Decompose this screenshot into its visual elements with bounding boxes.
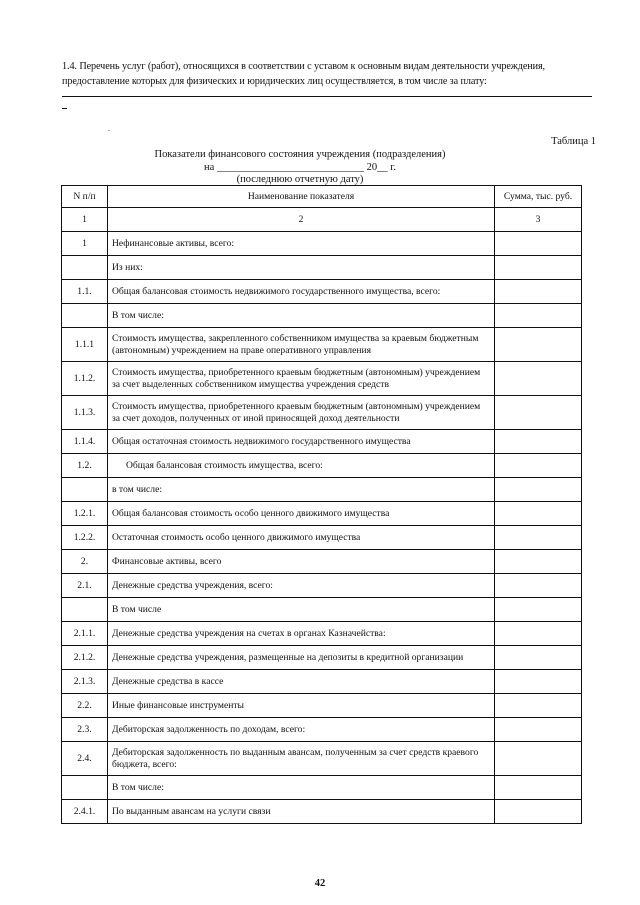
table-row	[62, 526, 582, 550]
row-number: 2.1.	[62, 574, 108, 598]
row-number	[62, 478, 108, 502]
row-sum-cell	[495, 478, 582, 502]
header-number: N п/п	[62, 186, 108, 208]
column-number-1: 1	[62, 208, 108, 232]
intro-paragraph: 1.4. Перечень услуг (работ), относящихся в соответствии с уставом к основным видам деятельности учреждения, предоставление которых для физических и юридических лиц осуществляется, в том числе за плату:	[62, 61, 545, 87]
column-number-row	[62, 208, 582, 232]
row-sum-cell	[495, 396, 582, 430]
row-number	[62, 776, 108, 800]
row-number: 2.4.	[62, 742, 108, 776]
row-indicator-name: Дебиторская задолженность по выданным авансам, полученным за счет средств краевого бюджета, всего:	[108, 742, 495, 776]
page-number: 42	[314, 878, 326, 889]
table-heading	[150, 149, 450, 187]
table-row	[62, 718, 582, 742]
row-indicator-name: Общая остаточная стоимость недвижимого государственного имущества	[108, 430, 495, 454]
fill-in-line	[62, 96, 592, 97]
header-sum: Сумма, тыс. руб.	[495, 186, 582, 208]
row-number	[62, 598, 108, 622]
row-indicator-name: Стоимость имущества, приобретенного краевым бюджетным (автономным) учреждением за счет доходов, полученных от иной приносящей доход деятельности	[108, 396, 495, 430]
row-sum-cell	[495, 646, 582, 670]
row-indicator-name: Денежные средства учреждения на счетах в органах Казначейства:	[108, 622, 495, 646]
row-sum-cell	[495, 694, 582, 718]
row-number	[62, 256, 108, 280]
row-number: 2.1.2.	[62, 646, 108, 670]
row-number: 1.1.1	[62, 328, 108, 362]
row-indicator-name: Денежные средства учреждения, всего:	[108, 574, 495, 598]
row-number: 1.2.	[62, 454, 108, 478]
row-indicator-name: В том числе:	[108, 304, 495, 328]
row-sum-cell	[495, 574, 582, 598]
row-indicator-name: Нефинансовые активы, всего:	[108, 232, 495, 256]
row-sum-cell	[495, 232, 582, 256]
row-indicator-name: Иные финансовые инструменты	[108, 694, 495, 718]
table-body	[62, 232, 582, 824]
table-row	[62, 776, 582, 800]
table-row	[62, 646, 582, 670]
row-sum-cell	[495, 304, 582, 328]
row-sum-cell	[495, 550, 582, 574]
row-sum-cell	[495, 454, 582, 478]
table-row	[62, 694, 582, 718]
row-sum-cell	[495, 526, 582, 550]
column-number-3: 3	[495, 208, 582, 232]
table-row	[62, 574, 582, 598]
row-indicator-name: Денежные средства учреждения, размещенные на депозиты в кредитной организации	[108, 646, 495, 670]
table-row	[62, 328, 582, 362]
row-number: 1.1.	[62, 280, 108, 304]
row-number: 1.1.2.	[62, 362, 108, 396]
row-number: 1.1.4.	[62, 430, 108, 454]
fill-in-dash	[62, 108, 67, 109]
heading-title: Показатели финансового состояния учреждения (подразделения)	[154, 149, 446, 160]
row-indicator-name: Общая балансовая стоимость имущества, всего:	[108, 454, 495, 478]
row-sum-cell	[495, 598, 582, 622]
row-sum-cell	[495, 670, 582, 694]
table-row	[62, 742, 582, 776]
table-row	[62, 304, 582, 328]
row-indicator-name: Общая балансовая стоимость особо ценного движимого имущества	[108, 502, 495, 526]
row-number: 2.	[62, 550, 108, 574]
row-sum-cell	[495, 776, 582, 800]
row-sum-cell	[495, 362, 582, 396]
table-row	[62, 362, 582, 396]
row-sum-cell	[495, 622, 582, 646]
row-number: 2.4.1.	[62, 800, 108, 824]
row-number: 2.2.	[62, 694, 108, 718]
table-row	[62, 430, 582, 454]
row-number: 1.2.2.	[62, 526, 108, 550]
row-indicator-name: По выданным авансам на услуги связи	[108, 800, 495, 824]
row-indicator-name: Стоимость имущества, закрепленного собственником имущества за краевым бюджетным (автономным) учреждением на праве оперативного управления	[108, 328, 495, 362]
row-indicator-name: в том числе:	[108, 478, 495, 502]
header-row	[62, 186, 582, 208]
row-sum-cell	[495, 430, 582, 454]
row-sum-cell	[495, 328, 582, 362]
row-indicator-name: В том числе	[108, 598, 495, 622]
row-sum-cell	[495, 280, 582, 304]
table-label: Таблица 1	[551, 136, 596, 147]
table-row	[62, 502, 582, 526]
table-row	[62, 622, 582, 646]
row-number: 2.3.	[62, 718, 108, 742]
table-row	[62, 280, 582, 304]
table-row	[62, 396, 582, 430]
row-indicator-name: Финансовые активы, всего	[108, 550, 495, 574]
financial-indicators-table	[61, 185, 582, 824]
row-indicator-name: Дебиторская задолженность по доходам, всего:	[108, 718, 495, 742]
table-row	[62, 232, 582, 256]
table-row	[62, 550, 582, 574]
table-row	[62, 478, 582, 502]
row-sum-cell	[495, 718, 582, 742]
heading-date-caption: (последнюю отчетную дату)	[236, 174, 364, 185]
row-number: 2.1.3.	[62, 670, 108, 694]
row-indicator-name: Денежные средства в кассе	[108, 670, 495, 694]
heading-date-line: на ____________________________ 20__ г.	[204, 161, 396, 173]
row-sum-cell	[495, 800, 582, 824]
row-number: 2.1.1.	[62, 622, 108, 646]
row-indicator-name: Общая балансовая стоимость недвижимого государственного имущества, всего:	[108, 280, 495, 304]
table-row	[62, 256, 582, 280]
row-number	[62, 304, 108, 328]
row-number: 1	[62, 232, 108, 256]
row-indicator-name: Стоимость имущества, приобретенного краевым бюджетным (автономным) учреждением за счет выделенных собственником имущества учреждения средств	[108, 362, 495, 396]
table-row	[62, 670, 582, 694]
row-indicator-name: В том числе:	[108, 776, 495, 800]
table-row	[62, 800, 582, 824]
table-row	[62, 598, 582, 622]
column-number-2: 2	[108, 208, 495, 232]
row-sum-cell	[495, 742, 582, 776]
row-sum-cell	[495, 256, 582, 280]
header-name: Наименование показателя	[108, 186, 495, 208]
stray-dot: .	[108, 124, 110, 133]
row-sum-cell	[495, 502, 582, 526]
table-row	[62, 454, 582, 478]
row-number: 1.1.3.	[62, 396, 108, 430]
row-number: 1.2.1.	[62, 502, 108, 526]
row-indicator-name: Остаточная стоимость особо ценного движимого имущества	[108, 526, 495, 550]
row-indicator-name: Из них:	[108, 256, 495, 280]
